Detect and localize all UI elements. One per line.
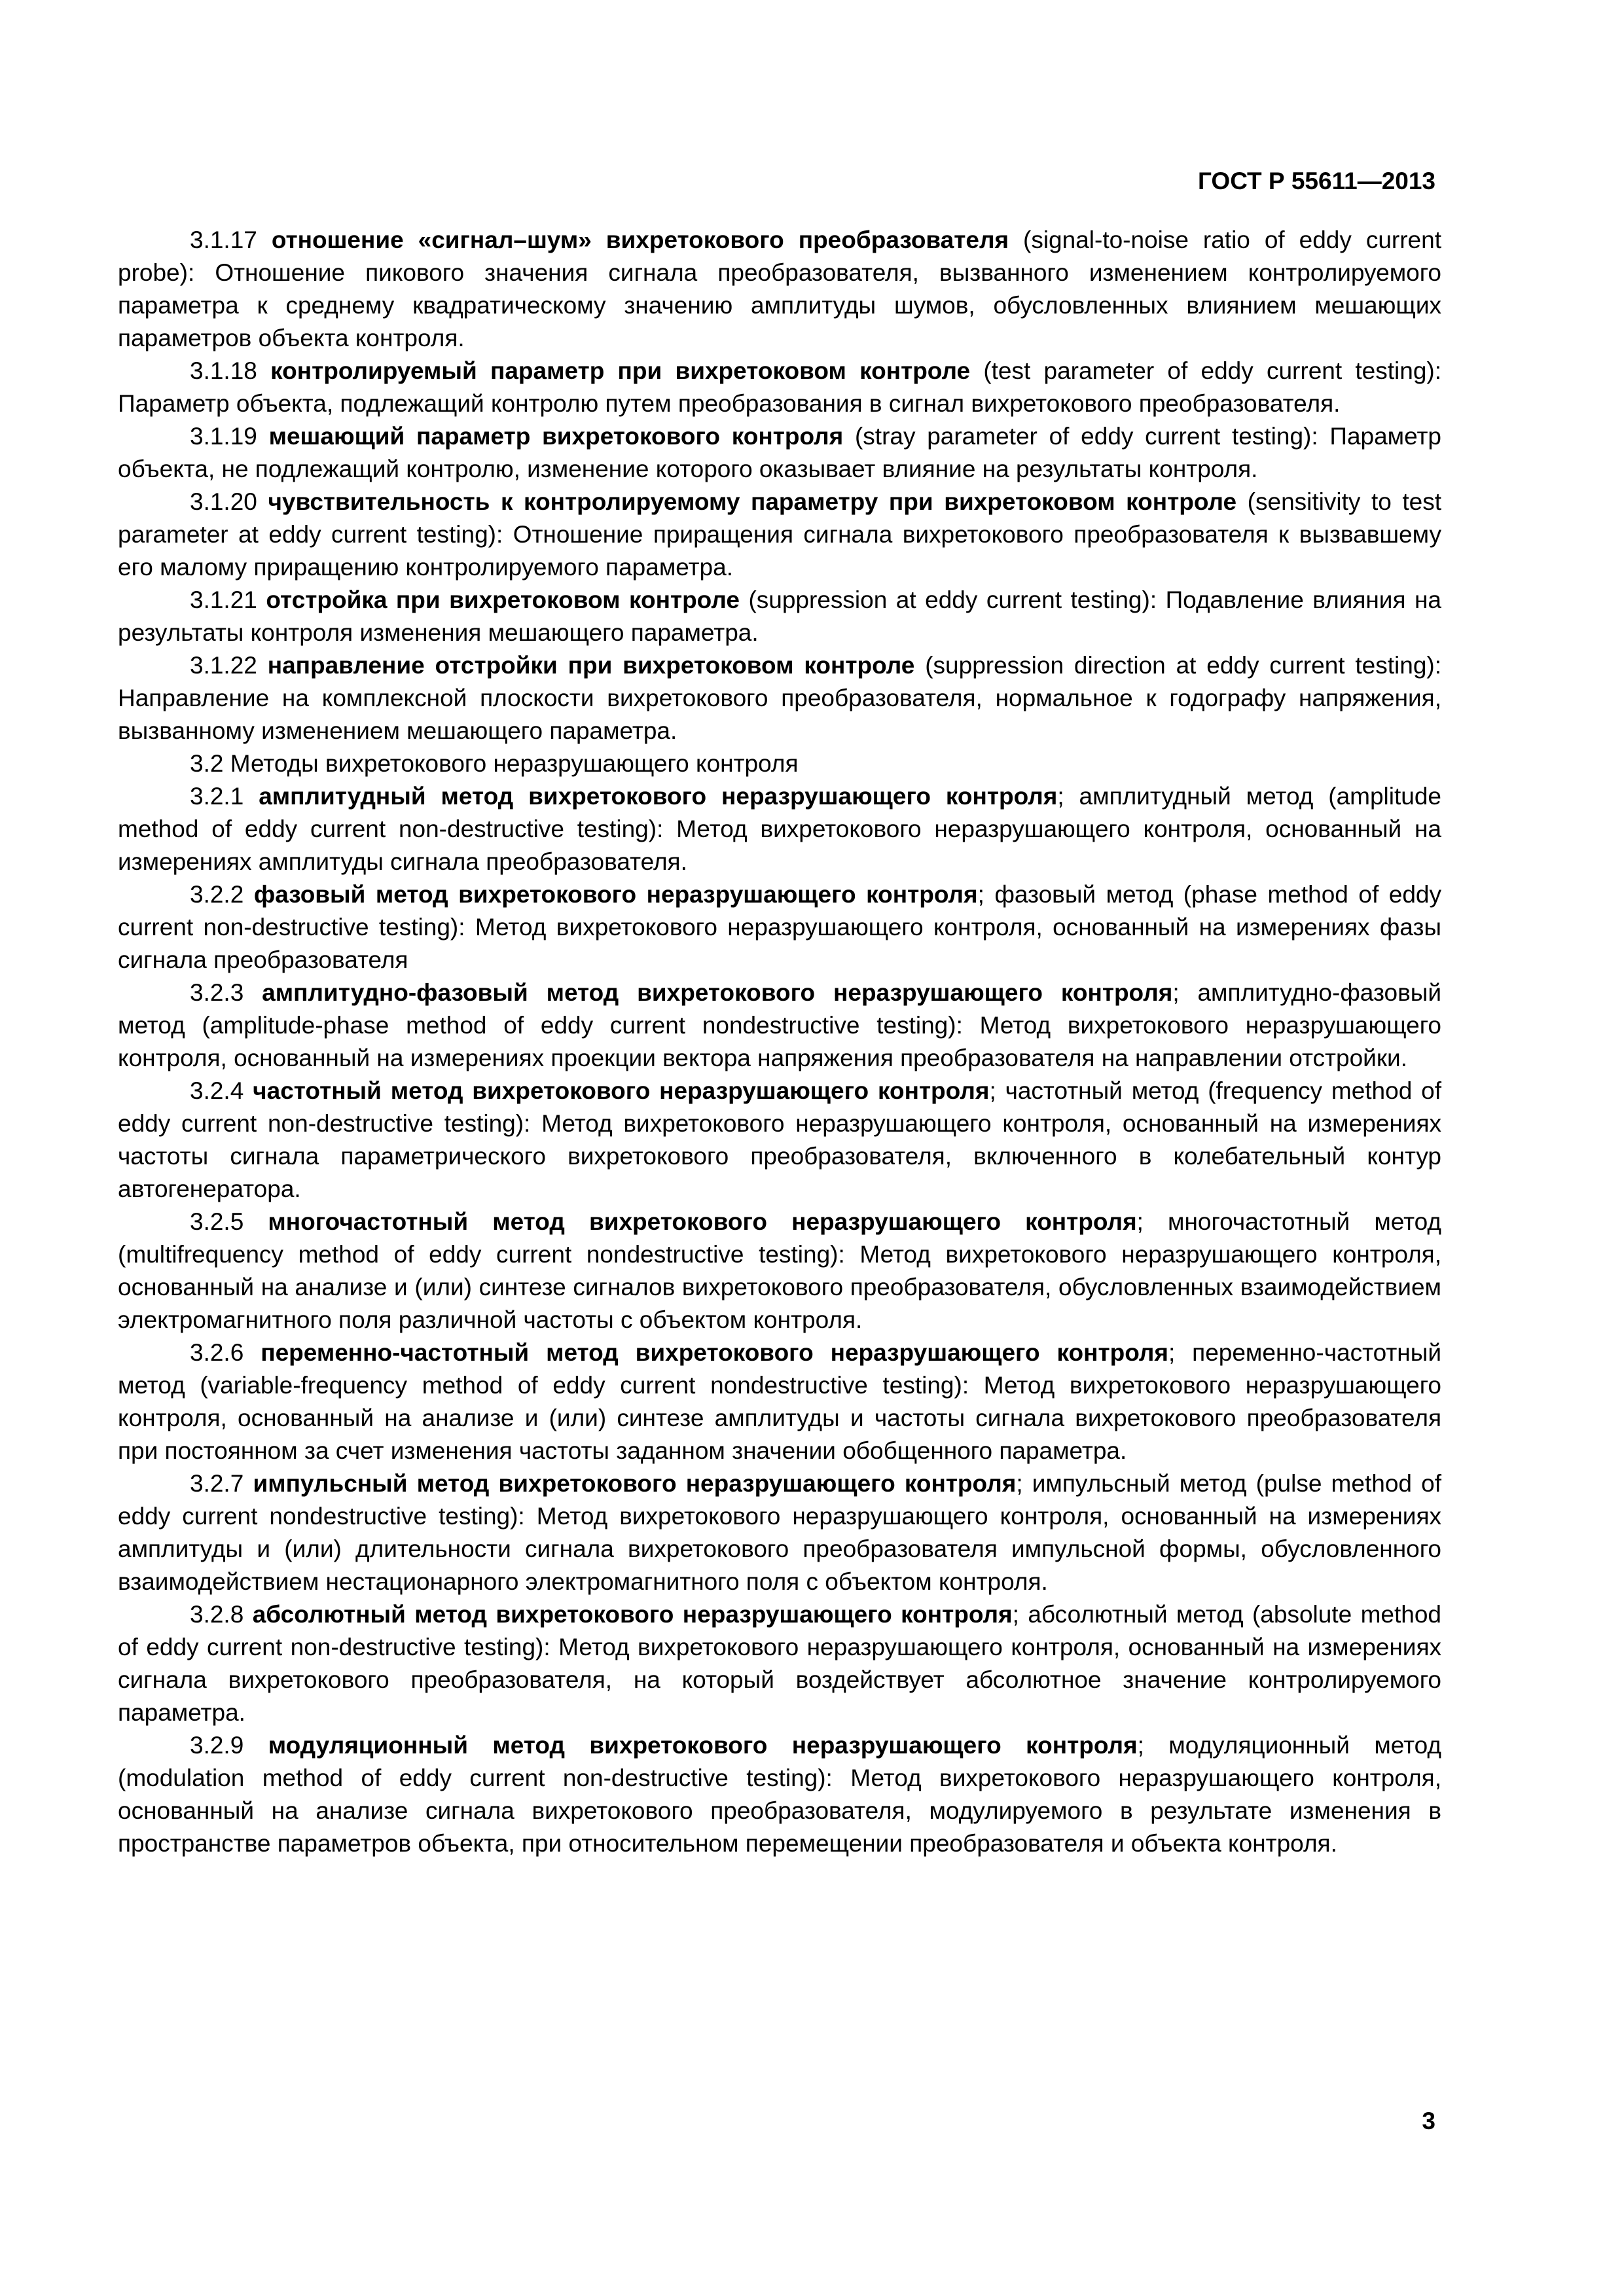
entry-3-1-20	[118, 486, 1441, 584]
entry-3-1-17	[118, 224, 1441, 355]
entry-3-2-7	[118, 1467, 1441, 1598]
entry-term: амплитудный метод вихретокового неразрушающего контроля	[259, 783, 1058, 810]
entry-3-1-19	[118, 420, 1441, 486]
entry-number: 3.2.9	[190, 1732, 268, 1759]
entry-number: 3.2.2	[190, 881, 254, 908]
entry-3-2-2	[118, 878, 1441, 977]
entry-number: 3.2.6	[190, 1339, 261, 1366]
entry-number: 3.1.20	[190, 488, 268, 515]
entry-term: импульсный метод вихретокового неразрушающего контроля	[253, 1470, 1017, 1497]
entry-number: 3.1.17	[190, 226, 272, 253]
entry-term: отношение «сигнал–шум» вихретокового преобразователя	[271, 226, 1009, 253]
entry-definition: ; амплитудный метод (amplitude method of eddy current non-destructive testing): Метод вихретокового неразрушающего контроля, основанный на измерениях амплитуды сигнала преобразователя.	[118, 783, 1441, 875]
entry-term: амплитудно-фазовый метод вихретокового неразрушающего контроля	[262, 979, 1173, 1006]
entry-number: 3.2.4	[190, 1077, 253, 1104]
entry-definition: (test parameter of eddy current testing): Параметр объекта, подлежащий контролю путем преобразования в сигнал вихретокового преобразователя.	[118, 357, 1441, 417]
entry-number: 3.2.7	[190, 1470, 253, 1497]
entry-term: многочастотный метод вихретокового неразрушающего контроля	[268, 1208, 1137, 1235]
entry-number: 3.2.3	[190, 979, 262, 1006]
entry-definition: ; амплитудно-фазовый метод (amplitude-phase method of eddy current nondestructive testing): Метод вихретокового неразрушающего контроля, основанный на измерениях проекции вектора напряжения преобразователя на направлении отстройки.	[118, 979, 1441, 1071]
entry-term: мешающий параметр вихретокового контроля	[268, 423, 844, 450]
entry-definition: ; модуляционный метод (modulation method of eddy current non-destructive testing): Метод вихретокового неразрушающего контроля, основанный на анализе сигнала вихретокового преобразователя, модулируемого в результате изменения в пространстве параметров объекта, при относительном перемещении преобразователя и объекта контроля.	[118, 1732, 1441, 1857]
entry-definition: ; многочастотный метод (multifrequency method of eddy current nondestructive testing): Метод вихретокового неразрушающего контроля, основанный на анализе и (или) синтезе сигналов вихретокового преобразователя, обусловленных взаимодействием электромагнитного поля различной частоты с объектом контроля.	[118, 1208, 1442, 1333]
entry-term: фазовый метод вихретокового неразрушающего контроля	[253, 881, 978, 908]
entry-3-2-4	[118, 1075, 1441, 1206]
entry-definition: ; переменно-частотный метод (variable-frequency method of eddy current nondestructive testing): Метод вихретокового неразрушающего контроля, основанный на анализе и (или) синтезе амплитуды и частоты сигнала вихретокового преобразователя при постоянном за счет изменения частоты заданном значении обобщенного параметра.	[118, 1339, 1442, 1464]
document-body	[118, 224, 1441, 1860]
entry-definition: ; импульсный метод (pulse method of eddy current nondestructive testing): Метод вихретокового неразрушающего контроля, основанный на измерениях амплитуды и (или) длительности сигнала вихретокового преобразователя импульсной формы, обусловленного взаимодействием нестационарного электромагнитного поля с объектом контроля.	[118, 1470, 1441, 1595]
entry-definition: ; абсолютный метод (absolute method of eddy current non-destructive testing): Метод вихретокового неразрушающего контроля, основанный на измерениях сигнала вихретокового преобразователя, на который воздействует абсолютное значение контролируемого параметра.	[118, 1601, 1441, 1726]
entry-definition: (stray parameter of eddy current testing): Параметр объекта, не подлежащий контролю, изменение которого оказывает влияние на результаты контроля.	[118, 423, 1441, 482]
entry-term: переменно-частотный метод вихретокового неразрушающего контроля	[261, 1339, 1168, 1366]
page-number: 3	[1422, 2108, 1435, 2134]
entry-3-1-22	[118, 649, 1441, 747]
entry-term: частотный метод вихретокового неразрушающего контроля	[253, 1077, 990, 1104]
entry-number: 3.1.19	[190, 423, 269, 450]
entry-number: 3.2.5	[190, 1208, 268, 1235]
entry-definition: (suppression direction at eddy current testing): Направление на комплексной плоскости вихретокового преобразователя, нормальное к годографу напряжения, вызванному изменением мешающего параметра.	[118, 652, 1442, 744]
entry-term: отстройка при вихретоковом контроле	[266, 586, 740, 613]
entry-3-1-21	[118, 584, 1441, 649]
entry-number: 3.1.22	[190, 652, 268, 679]
entry-definition: (sensitivity to test parameter at eddy current testing): Отношение приращения сигнала вихретокового преобразователя к вызвавшему его малому приращению контролируемого параметра.	[118, 488, 1442, 581]
entry-number: 3.1.21	[190, 586, 266, 613]
entry-number: 3.1.18	[190, 357, 271, 384]
entry-number: 3.2.8	[190, 1601, 253, 1628]
entry-3-2-8	[118, 1598, 1441, 1729]
entry-definition: (signal-to-noise ratio of eddy current probe): Отношение пикового значения сигнала преобразователя, вызванного изменением контролируемого параметра к среднему квадратическому значению амплитуды шумов, обусловленных влиянием мешающих параметров объекта контроля.	[118, 226, 1441, 351]
entry-term: чувствительность к контролируемому параметру при вихретоковом контроле	[268, 488, 1237, 515]
entry-definition: ; фазовый метод (phase method of eddy current non-destructive testing): Метод вихретокового неразрушающего контроля, основанный на измерениях фазы сигнала преобразователя	[118, 881, 1442, 973]
page-header-standard-number: ГОСТ Р 55611—2013	[1197, 168, 1435, 194]
entry-term: направление отстройки при вихретоковом контроле	[267, 652, 915, 679]
section-heading-3-2	[118, 747, 1441, 780]
entry-term: абсолютный метод вихретокового неразрушающего контроля	[252, 1601, 1013, 1628]
entry-number: 3.2.1	[190, 783, 259, 810]
entry-3-2-9	[118, 1729, 1441, 1860]
entry-term: контролируемый параметр при вихретоковом контроле	[270, 357, 971, 384]
entry-definition: ; частотный метод (frequency method of eddy current non-destructive testing): Метод вихретокового неразрушающего контроля, основанный на измерениях частоты сигнала параметрического вихретокового преобразователя, включенного в колебательный контур автогенератора.	[118, 1077, 1441, 1202]
entry-definition: (suppression at eddy current testing): Подавление влияния на результаты контроля изменения мешающего параметра.	[118, 586, 1442, 646]
entry-3-1-18	[118, 355, 1441, 420]
entry-3-2-5	[118, 1206, 1441, 1336]
entry-3-2-6	[118, 1336, 1441, 1467]
entry-3-2-3	[118, 977, 1441, 1075]
section-heading-text: 3.2 Методы вихретокового неразрушающего контроля	[190, 750, 799, 777]
entry-3-2-1	[118, 780, 1441, 878]
entry-term: модуляционный метод вихретокового неразрушающего контроля	[268, 1732, 1138, 1759]
